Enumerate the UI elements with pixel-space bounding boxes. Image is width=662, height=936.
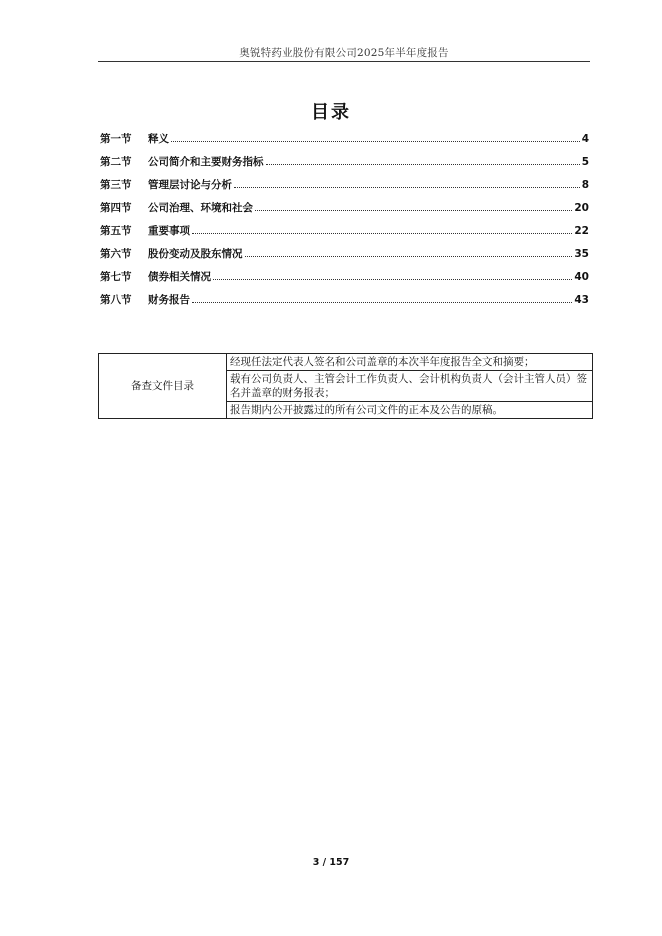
toc-page-number: 8 xyxy=(581,179,589,191)
toc-section-number: 第二节 xyxy=(100,156,132,168)
toc-section-name: 管理层讨论与分析 xyxy=(148,179,232,191)
reference-documents-table xyxy=(98,353,593,419)
toc-page-number: 35 xyxy=(574,248,589,260)
toc-entry[interactable] xyxy=(100,154,589,177)
toc-leader-dots xyxy=(192,294,572,303)
toc-entry[interactable] xyxy=(100,223,589,246)
toc-section-name: 股份变动及股东情况 xyxy=(148,248,243,260)
toc-entry[interactable] xyxy=(100,246,589,269)
toc-section-number: 第五节 xyxy=(100,225,132,237)
toc-section-name: 重要事项 xyxy=(148,225,190,237)
toc-page-number: 20 xyxy=(574,202,589,214)
toc-page-number: 4 xyxy=(581,133,589,145)
toc-section-number: 第四节 xyxy=(100,202,132,214)
toc-page-number: 5 xyxy=(581,156,589,168)
table-of-contents xyxy=(100,131,589,315)
toc-entry[interactable] xyxy=(100,177,589,200)
toc-section-number: 第一节 xyxy=(100,133,132,145)
reference-document-item: 经现任法定代表人签名和公司盖章的本次半年度报告全文和摘要； xyxy=(227,354,593,371)
toc-page-number: 22 xyxy=(574,225,589,237)
toc-section-name: 释义 xyxy=(148,133,169,145)
toc-section-name: 债券相关情况 xyxy=(148,271,211,283)
reference-document-item: 载有公司负责人、主管会计工作负责人、会计机构负责人（会计主管人员）签名并盖章的财务报表； xyxy=(227,371,593,402)
toc-entry[interactable] xyxy=(100,200,589,223)
toc-title: 目录 xyxy=(311,102,351,123)
toc-section-number: 第三节 xyxy=(100,179,132,191)
reference-documents-label: 备查文件目录 xyxy=(99,354,227,419)
toc-entry[interactable] xyxy=(100,269,589,292)
toc-section-name: 财务报告 xyxy=(148,294,190,306)
toc-page-number: 40 xyxy=(574,271,589,283)
toc-section-name: 公司简介和主要财务指标 xyxy=(148,156,264,168)
toc-section-number: 第八节 xyxy=(100,294,132,306)
toc-entry[interactable] xyxy=(100,131,589,154)
toc-leader-dots xyxy=(192,225,572,234)
toc-leader-dots xyxy=(234,179,580,188)
header-divider xyxy=(98,61,590,62)
toc-page-number: 43 xyxy=(574,294,589,306)
page-number: 3 / 157 xyxy=(312,857,350,868)
reference-document-item: 报告期内公开披露过的所有公司文件的正本及公告的原稿。 xyxy=(227,402,593,419)
toc-section-number: 第六节 xyxy=(100,248,132,260)
toc-leader-dots xyxy=(213,271,572,280)
toc-section-name: 公司治理、环境和社会 xyxy=(148,202,253,214)
toc-section-number: 第七节 xyxy=(100,271,132,283)
toc-leader-dots xyxy=(171,133,580,142)
toc-leader-dots xyxy=(255,202,572,211)
toc-leader-dots xyxy=(245,248,573,257)
toc-entry[interactable] xyxy=(100,292,589,315)
toc-leader-dots xyxy=(266,156,580,165)
table-row xyxy=(99,354,593,371)
page-header: 奥锐特药业股份有限公司2025年半年度报告 xyxy=(239,47,449,59)
